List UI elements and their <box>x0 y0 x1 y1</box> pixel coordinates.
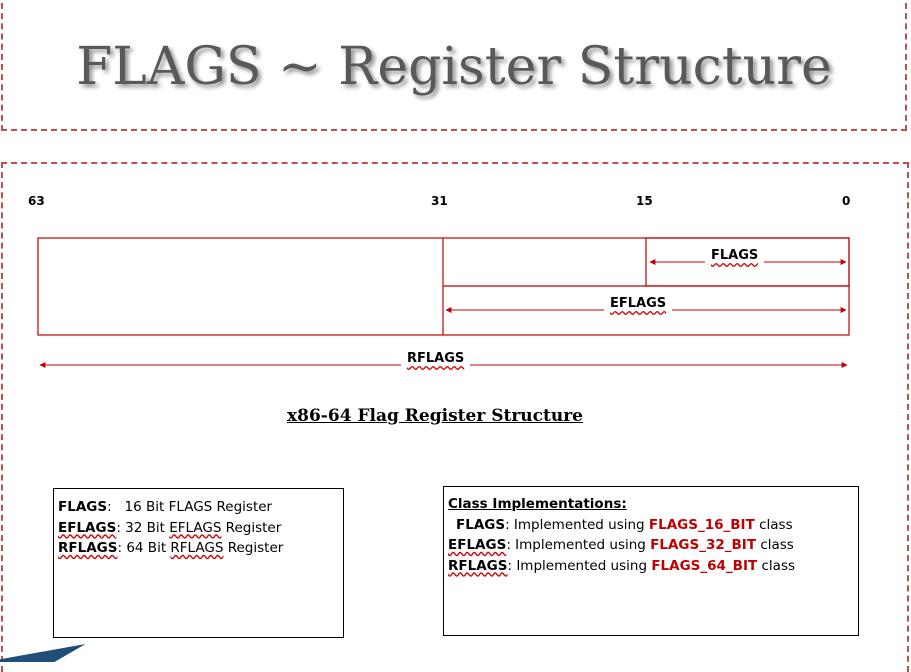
list-item: RFLAGS: Implemented using FLAGS_64_BIT class <box>448 557 796 574</box>
slide-title: FLAGS ~ Register Structure <box>76 37 832 97</box>
bit-label-31: 31 <box>431 194 448 208</box>
list-item: RFLAGS: 64 Bit RFLAGS Register <box>58 540 284 556</box>
bit-label-63: 63 <box>28 194 45 208</box>
box-heading: Class Implementations: <box>448 496 627 512</box>
list-item: FLAGS: Implemented using FLAGS_16_BIT class <box>456 516 793 533</box>
diagram-caption: x86-64 Flag Register Structure <box>287 406 583 426</box>
list-item: EFLAGS: Implemented using FLAGS_32_BIT class <box>448 537 794 553</box>
register-sizes-box <box>53 488 344 638</box>
bit-label-0: 0 <box>842 194 851 208</box>
list-item: EFLAGS: 32 Bit EFLAGS Register <box>58 519 282 536</box>
class-implementations-box <box>443 486 859 636</box>
list-item: FLAGS: 16 Bit FLAGS Register <box>58 499 273 515</box>
rflags-label: RFLAGS <box>401 351 470 366</box>
bit-label-15: 15 <box>636 194 653 208</box>
flags-label: FLAGS <box>705 248 764 263</box>
eflags-label: EFLAGS <box>604 296 672 311</box>
